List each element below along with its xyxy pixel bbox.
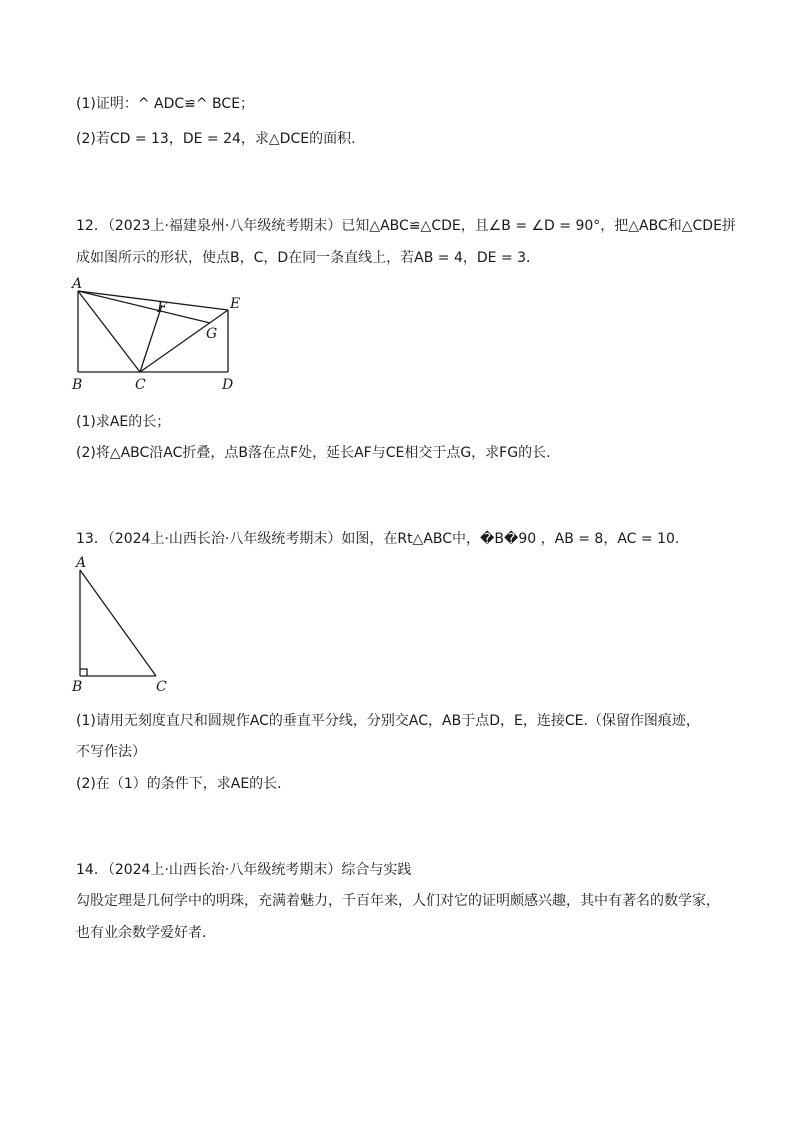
q12-header: 12．（2023上·福建泉州·八年级统考期末）已知△ABC≌△CDE，且∠B = ∠D = 90°，把△ABC和△CDE拼 [76,218,736,234]
q12-part2: (2)将△ABC沿AC折叠，点B落在点F处，延长AF与CE相交于点G，求FG的长. [76,445,551,461]
q13-part2: (2)在（1）的条件下，求AE的长. [76,776,282,792]
q12-figure [60,272,260,397]
q13-label-B: B [72,679,83,695]
q12-label-B: B [72,377,83,393]
q12-label-A: A [72,276,83,292]
q13-right-angle-mark [80,669,87,676]
q13-seg-AC [80,570,156,676]
q14-body-1: 勾股定理是几何学中的明珠，充满着魅力，千百年来，人们对它的证明颇感兴趣，其中有著名的数学家， [76,893,720,909]
q13-label-A: A [76,555,87,571]
q13-figure [66,555,186,695]
q13-label-C: C [156,679,167,695]
q12-label-C: C [135,377,146,393]
q13-header: 13．（2024上·山西长治·八年级统考期末）如图，在Rt△ABC中，�B�90 ，AB = 8，AC = 10. [76,531,680,547]
q12-seg-AG [78,291,210,323]
q14-body-2: 也有业余数学爱好者. [76,925,207,941]
q13-part1-cont: 不写作法） [76,744,146,760]
q14-header: 14．（2024上·山西长治·八年级统考期末）综合与实践 [76,862,412,878]
q12-part1: (1)求AE的长； [76,414,171,430]
q11-part1: (1)证明：^ ADC≌^ BCE； [76,96,255,112]
q12-label-D: D [222,377,234,393]
q12-seg-AE [78,291,228,310]
q12-label-F: F [157,300,167,316]
q11-part2: (2)若CD = 13，DE = 24，求△DCE的面积. [76,131,356,147]
q12-header-cont: 成如图所示的形状，使点B，C，D在同一条直线上，若AB = 4，DE = 3． [76,250,541,266]
q12-label-E: E [230,296,241,312]
q12-label-G: G [206,326,218,342]
q13-part1: (1)请用无刻度直尺和圆规作AC的垂直平分线，分别交AC，AB于点D，E，连接CE.（保留作图痕迹， [76,713,700,729]
